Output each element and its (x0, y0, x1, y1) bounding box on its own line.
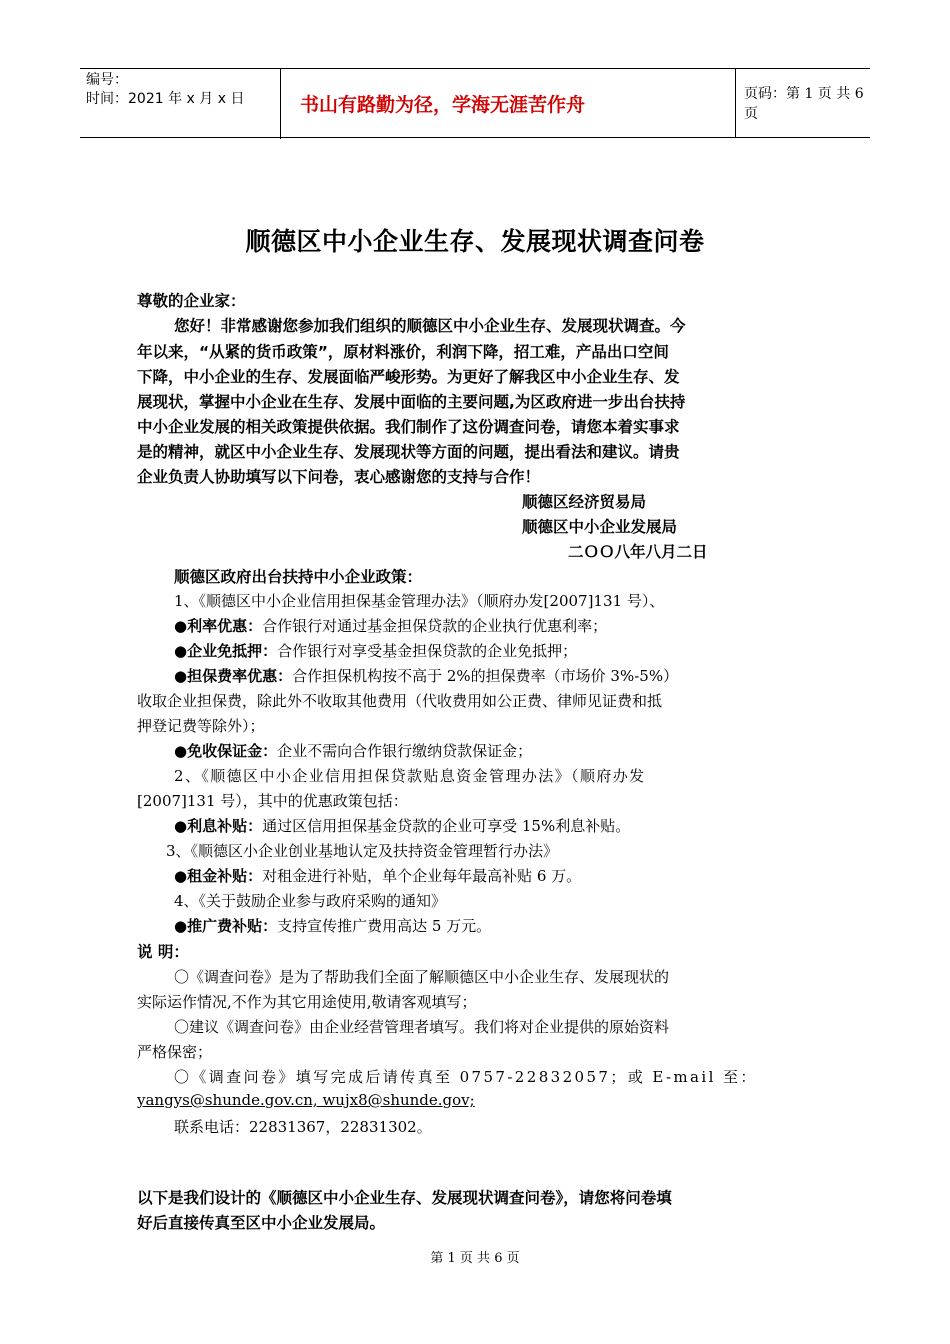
letter-line: 是的精神，就区中小企业生存、发展现状等方面的问题，提出看法和建议。请贵 (137, 443, 680, 461)
bullet-label: ●利息补贴： (174, 817, 263, 835)
policy-bullet (174, 615, 607, 636)
bullet-label: ●租金补贴： (174, 867, 263, 885)
notes-heading: 说 明： (137, 943, 189, 961)
bullet-label: ●利率优惠： (174, 617, 263, 635)
policy-text-line: 收取企业担保费，除此外不收取其他费用（代收费用如公正费、律师见证费和抵 (137, 692, 663, 710)
signer-bureau-trade: 顺德区经济贸易局 (522, 493, 647, 511)
letter-date: 二ＯＯ八年八月二日 (568, 543, 708, 561)
policy-bullet (174, 740, 532, 761)
bullet-text: 企业不需向合作银行缴纳贷款保证金； (277, 742, 533, 760)
header-meta (80, 69, 281, 139)
letter-line: 您好！非常感谢您参加我们组织的顺德区中小企业生存、发展现状调查。今 (174, 317, 686, 335)
policy-bullet (174, 865, 581, 886)
bullet-label: ●担保费率优惠： (174, 667, 293, 685)
letter-line: 年以来，“从紧的货币政策”，原材料涨价，利润下降，招工难，产品出口空间 (137, 343, 669, 361)
policy-text-line: [2007]131 号），其中的优惠政策包括： (137, 792, 408, 810)
letter-line: 企业负责人协助填写以下问卷，衷心感谢您的支持与合作！ (137, 468, 541, 486)
email-links[interactable]: yangys@shunde.gov.cn, wujx8@shunde.gov; (137, 1091, 475, 1109)
page-title: 顺德区中小企业生存、发展现状调查问卷 (245, 227, 705, 256)
policy-item-1: 1、《顺德区中小企业信用担保基金管理办法》（顺府办发[2007]131 号）、 (174, 592, 665, 610)
bullet-label: ●免收保证金： (174, 742, 278, 760)
policy-bullet (174, 665, 678, 686)
bullet-text: 支持宣传推广费用高达 5 万元。 (277, 917, 492, 935)
bullet-text: 合作担保机构按不高于 2%的担保费率（市场价 3%-5%） (292, 667, 679, 685)
note-line: 〇《调查问卷》填写完成后请传真至 0757-22832057；或 E-mail 至： (174, 1068, 758, 1086)
letter-line: 下降，中小企业的生存、发展面临严峻形势。为更好了解我区中小企业生存、发 (137, 368, 680, 386)
header-page-number: 页码：第 1 页 共 6 页 (744, 86, 864, 122)
policy-item-3: 3、《顺德区小企业创业基地认定及扶持资金管理暂行办法》 (166, 842, 559, 860)
contact-phone: 联系电话：22831367，22831302。 (174, 1118, 432, 1136)
bullet-label: ●企业免抵押： (174, 642, 278, 660)
policy-item-4: 4、《关于鼓励企业参与政府采购的通知》 (174, 892, 447, 910)
policy-text-line: 押登记费等除外）； (137, 717, 265, 735)
bullet-text: 合作银行对通过基金担保贷款的企业执行优惠利率； (262, 617, 608, 635)
document-number: 编号： (86, 72, 128, 88)
closing-line: 以下是我们设计的《顺德区中小企业生存、发展现状调查问卷》，请您将问卷填 (137, 1189, 672, 1207)
page-footer: 第 1 页 共 6 页 (430, 1251, 520, 1266)
closing-line: 好后直接传真至区中小企业发展局。 (137, 1214, 386, 1232)
signer-bureau-sme: 顺德区中小企业发展局 (522, 518, 678, 536)
header-motto: 书山有路勤为径，学海无涯苦作舟 (280, 69, 736, 137)
letter-line: 展现状，掌握中小企业在生存、发展中面临的主要问题,为区政府进一步出台扶持 (137, 393, 686, 411)
policy-bullet (174, 815, 630, 836)
document-time: 时间：2021 年 x 月 x 日 (86, 91, 245, 107)
policy-item-2: 2、《顺德区中小企业信用担保贷款贴息资金管理办法》（顺府办发 (174, 767, 646, 785)
note-line: 实际运作情况,不作为其它用途使用,敬请客观填写； (137, 993, 477, 1011)
page-header (80, 68, 870, 138)
policy-bullet (174, 640, 577, 661)
note-line: 〇《调查问卷》是为了帮助我们全面了解顺德区中小企业生存、发展现状的 (174, 968, 670, 986)
letter-line: 中小企业发展的相关政策提供依据。我们制作了这份调查问卷，请您本着实事求 (137, 418, 680, 436)
policy-heading: 顺德区政府出台扶持中小企业政策： (174, 568, 423, 586)
bullet-text: 对租金进行补贴，单个企业每年最高补贴 6 万。 (262, 867, 582, 885)
policy-bullet (174, 915, 491, 936)
note-line: 〇建议《调查问卷》由企业经营管理者填写。我们将对企业提供的原始资料 (174, 1018, 670, 1036)
note-line: 严格保密； (137, 1043, 213, 1061)
salutation: 尊敬的企业家： (137, 292, 246, 310)
bullet-text: 合作银行对享受基金担保贷款的企业免抵押； (277, 642, 578, 660)
bullet-label: ●推广费补贴： (174, 917, 278, 935)
bullet-text: 通过区信用担保基金贷款的企业可享受 15%利息补贴。 (262, 817, 631, 835)
